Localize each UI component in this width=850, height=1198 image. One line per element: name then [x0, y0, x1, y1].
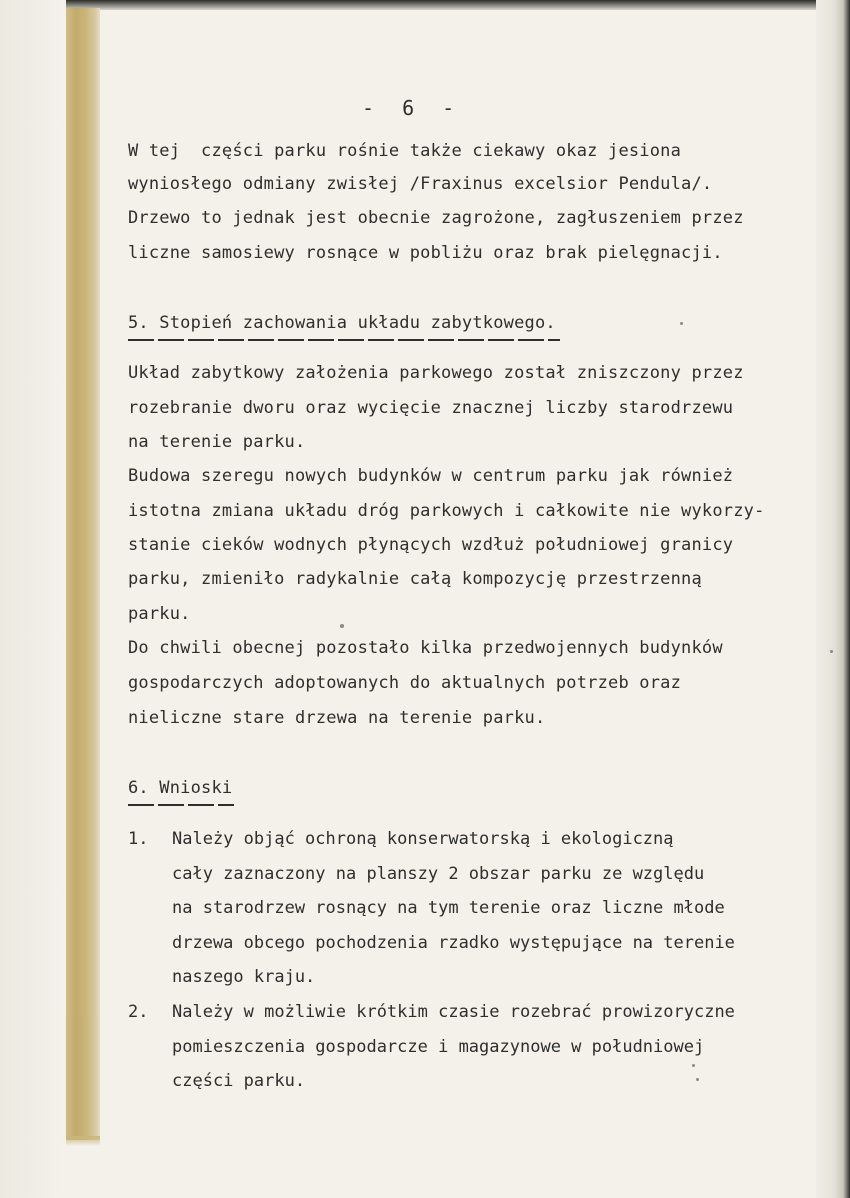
item-1-line: drzewa obcego pochodzenia rzadko występujące na terenie [172, 933, 735, 953]
section-5-line: parku, zmieniło radykalnie całą kompozycję przestrzenną [128, 569, 702, 589]
section-5-line: nieliczne stare drzewa na terenie parku. [128, 708, 546, 728]
scan-speck [696, 1078, 699, 1081]
section-5-line: gospodarczych adoptowanych do aktualnych potrzeb oraz [128, 673, 682, 693]
scan-left-margin [0, 0, 66, 1198]
intro-line: Drzewo to jednak jest obecnie zagrożone, zagłuszeniem przez [128, 208, 744, 228]
intro-line: W tej części parku rośnie także ciekawy okaz jesiona [128, 141, 682, 161]
item-number: 1. [128, 829, 149, 849]
item-2-line: pomieszczenia gospodarcze i magazynowe w południowej [172, 1037, 705, 1057]
intro-line: liczne samosiewy rosnące w pobliżu oraz brak pielęgnacji. [128, 243, 723, 263]
binding-tape-strip [66, 8, 100, 1140]
item-1-line: naszego kraju. [172, 967, 316, 987]
scan-speck [692, 1064, 695, 1067]
item-number: 2. [128, 1002, 149, 1022]
scan-speck [340, 624, 344, 628]
item-1-line: cały zaznaczony na planszy 2 obszar parku ze względu [172, 864, 705, 884]
section-6-underline [128, 804, 234, 806]
item-1-line: Należy objąć ochroną konserwatorską i ekologiczną [172, 829, 674, 849]
section-5-line: na terenie parku. [128, 432, 306, 452]
item-2-line: części parku. [172, 1071, 306, 1091]
section-5-line: stanie cieków wodnych płynących wzdłuż południowej granicy [128, 535, 734, 555]
section-5-underline [128, 339, 560, 341]
scan-top-edge [0, 0, 850, 10]
section-5-line: Do chwili obecnej pozostało kilka przedwojennych budynków [128, 638, 723, 658]
item-1-line: na starodrzew rosnący na tym terenie oraz liczne młode [172, 898, 725, 918]
scan-speck [830, 650, 833, 653]
scan-speck [680, 322, 683, 325]
section-5-line: rozebranie dworu oraz wycięcie znacznej liczby starodrzewu [128, 398, 734, 418]
section-5-line: istotna zmiana układu dróg parkowych i całkowite nie wykorzy- [128, 501, 765, 521]
section-5-heading: 5. Stopień zachowania układu zabytkowego. [128, 313, 556, 333]
scan-right-edge [816, 0, 850, 1198]
section-5-line: Układ zabytkowy założenia parkowego został zniszczony przez [128, 363, 744, 383]
section-5-line: parku. [128, 604, 191, 624]
page-number: - 6 - [362, 96, 463, 120]
intro-line: wyniosłego odmiany zwisłej /Fraxinus excelsior Pendula/. [128, 174, 713, 194]
item-2-line: Należy w możliwie krótkim czasie rozebrać prowizoryczne [172, 1002, 735, 1022]
section-5-line: Budowa szeregu nowych budynków w centrum parku jak również [128, 466, 734, 486]
section-6-heading: 6. Wnioski [128, 778, 233, 798]
